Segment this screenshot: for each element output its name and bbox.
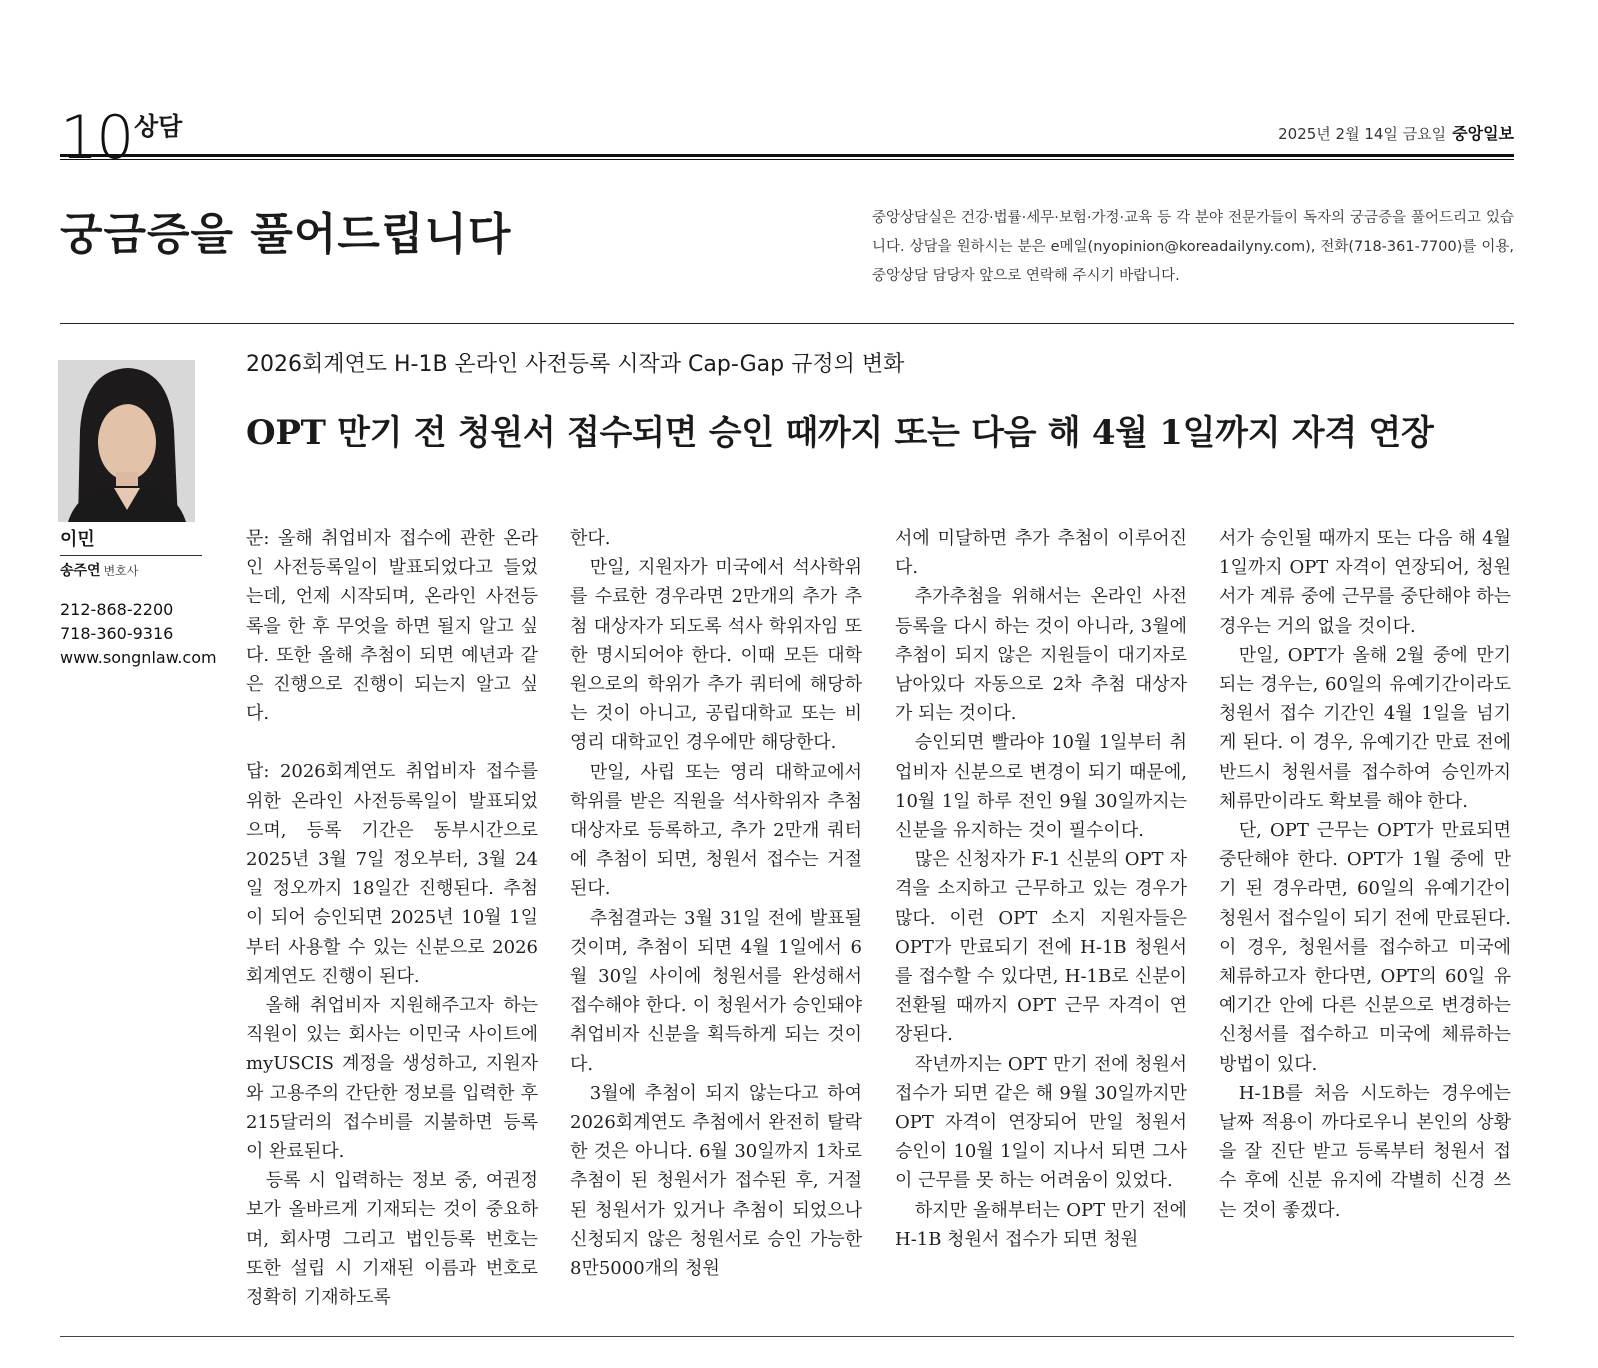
author-portrait-image <box>58 360 195 522</box>
page-number: 10 <box>60 103 133 173</box>
column-title: 궁금증을 풀어드립니다 <box>60 209 512 260</box>
section-rule <box>60 323 1514 324</box>
phone-1: 212-868-2200 <box>60 600 174 619</box>
paragraph: 작년까지는 OPT 만기 전에 청원서 접수가 되면 같은 해 9월 30일까지만 OPT 자격이 연장되어 만일 청원서 승인이 10월 1일이 지나서 되면 그사이 근무를 못 하는 어려움이 있었다. <box>895 1053 1187 1192</box>
article-subtitle: 2026회계연도 H-1B 온라인 사전등록 시작과 Cap-Gap 규정의 변화 <box>246 352 905 377</box>
newspaper-logo: 중앙일보 <box>1452 124 1514 143</box>
paragraph: 단, OPT 근무는 OPT가 만료되면 중단해야 한다. OPT가 1월 중에 만기 된 경우라면, 60일의 유예기간이 청원서 접수일이 되기 전에 만료된다. 이 경우, 청원서를 접수하고 미국에 체류하고자 한다면, OPT의 60일 유예기간 안에 다른 신분으로 변경하는 신청서를 접수하고 미국에 체류하는 방법이 있다. <box>1219 820 1511 1075</box>
author-firm <box>60 561 138 581</box>
issue-date: 2025년 2월 14일 금요일 <box>1278 125 1447 143</box>
paragraph: 한다. <box>570 528 611 549</box>
paragraph: H-1B를 처음 시도하는 경우에는 날짜 적용이 까다로우니 본인의 상황을 잘 진단 받고 등록부터 청원서 접수 후에 신분 유지에 각별히 신경 쓰는 것이 좋겠다. <box>1219 1082 1511 1221</box>
column-intro: 중앙상담실은 건강·법률·세무·보험·가정·교육 등 각 분야 전문가들이 독자의 궁금증을 풀어드리고 있습니다. 상담을 원하시는 분은 e메일(nyopinion@koreadailyny.com), 전화(718-361-7700)를 이용, 중앙상담 담당자 앞으로 연락해 주시기 바랍니다. <box>872 210 1514 284</box>
article-column-2 <box>570 524 862 1283</box>
footer-rule <box>60 1336 1514 1337</box>
paragraph: 올해 취업비자 지원해주고자 하는 직원이 있는 회사는 이민국 사이트에 myUSCIS 계정을 생성하고, 지원자와 고용주의 간단한 정보를 입력한 후 215달러의 접수비를 지불하면 등록이 완료된다. <box>246 995 538 1163</box>
paragraph: 만일, 사립 또는 영리 대학교에서 학위를 받은 직원을 석사학위자 추첨대상자로 등록하고, 추가 2만개 쿼터에 추첨이 되면, 청원서 접수는 거절된다. <box>570 761 862 900</box>
author-name: 이민 <box>60 529 95 550</box>
paragraph: 추가추첨을 위해서는 온라인 사전등록을 다시 하는 것이 아니라, 3월에 추첨이 되지 않은 지원들이 대기자로 남아있다 자동으로 2차 추첨 대상자가 되는 것이다. <box>895 586 1187 725</box>
paragraph: 등록 시 입력하는 정보 중, 여권정보가 올바르게 기재되는 것이 중요하며, 회사명 그리고 법인등록 번호는 또한 설립 시 기재된 이름과 번호로 정확히 기재하도록 <box>246 1170 538 1309</box>
author-role: 변호사 <box>103 564 139 578</box>
article-column-4 <box>1219 524 1511 1225</box>
paragraph: 서가 승인될 때까지 또는 다음 해 4월 1일까지 OPT 자격이 연장되어, 청원서가 계류 중에 근무를 중단해야 하는 경우는 거의 없을 것이다. <box>1219 528 1511 637</box>
paragraph: 승인되면 빨라야 10월 1일부터 취업비자 신분으로 변경이 되기 때문에, 10월 1일 하루 전인 9월 30일까지는 신분을 유지하는 것이 필수이다. <box>895 732 1187 842</box>
website: www.songnlaw.com <box>60 648 217 667</box>
dateline <box>1278 124 1514 144</box>
phone-2: 718-360-9316 <box>60 624 174 643</box>
paragraph: 답: 2026회계연도 취업비자 접수를 위한 온라인 사전등록일이 발표되었으며, 등록 기간은 동부시간으로 2025년 3월 7일 정오부터, 3월 24일 정오까지 18일간 진행된다. 추첨이 되어 승인되면 2025년 10월 1일부터 사용할 수 있는 신분으로 2026회계연도 진행이 된다. <box>246 761 538 987</box>
author-rule <box>60 555 202 556</box>
header-rule <box>60 154 1514 160</box>
paragraph: 하지만 올해부터는 OPT 만기 전에 H-1B 청원서 접수가 되면 청원 <box>895 1199 1187 1250</box>
paragraph: 많은 신청자가 F-1 신분의 OPT 자격을 소지하고 근무하고 있는 경우가 많다. 이런 OPT 소지 지원자들은 OPT가 만료되기 전에 H-1B 청원서를 접수할 수 있다면, H-1B로 신분이 전환될 때까지 OPT 근무 자격이 연장된다. <box>895 849 1187 1046</box>
article-column-1 <box>246 524 538 1312</box>
author-photo <box>58 360 195 522</box>
paragraph: 추첨결과는 3월 31일 전에 발표될 것이며, 추첨이 되면 4월 1일에서 6월 30일 사이에 청원서를 완성해서 접수해야 한다. 이 청원서가 승인돼야 취업비자 신분을 획득하게 되는 것이다. <box>570 907 862 1075</box>
paragraph: 만일, OPT가 올해 2월 중에 만기 되는 경우는, 60일의 유예기간이라도 청원서 접수 기간인 4월 1일을 넘기게 된다. 이 경우, 유예기간 만료 전에 반드시 청원서를 접수하여 승인까지 체류만이라도 확보를 해야 한다. <box>1219 644 1511 812</box>
firm-name: 송주연 <box>60 563 101 579</box>
article-headline: OPT 만기 전 청원서 접수되면 승인 때까지 또는 다음 해 4월 1일까지 자격 연장 <box>246 413 1434 453</box>
section-label: 상담 <box>134 112 183 141</box>
paragraph: 만일, 지원자가 미국에서 석사학위를 수료한 경우라면 2만개의 추가 추첨 대상자가 되도록 석사 학위자임 또한 명시되어야 한다. 이때 모든 대학원으로의 학위가 추가 쿼터에 해당하는 것이 아니고, 공립대학교 또는 비영리 대학교인 경우에만 해당한다. <box>570 557 862 754</box>
paragraph: 문: 올해 취업비자 접수에 관한 온라인 사전등록일이 발표되었다고 들었는데, 언제 시작되며, 온라인 사전등록을 한 후 무엇을 하면 될지 알고 싶다. 또한 올해 추첨이 되면 예년과 같은 진행으로 진행이 되는지 알고 싶다. <box>246 528 538 725</box>
paragraph: 3월에 추첨이 되지 않는다고 하여 2026회계연도 추첨에서 완전히 탈락한 것은 아니다. 6월 30일까지 1차로 추첨이 된 청원서가 접수된 후, 거절된 청원서가 있거나 추첨이 되었으나 신청되지 않은 청원서로 승인 가능한 8만5000개의 청원 <box>570 1082 862 1280</box>
paragraph: 서에 미달하면 추가 추첨이 이루어진다. <box>895 528 1187 579</box>
article-column-3 <box>895 524 1187 1254</box>
